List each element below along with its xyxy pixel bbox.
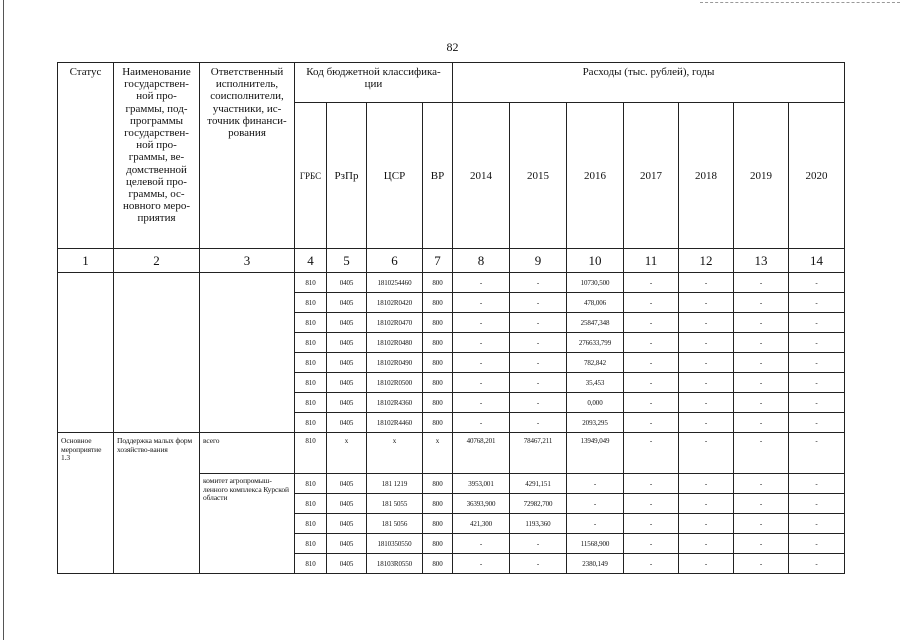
cell-2016: 2380,149 <box>567 554 624 574</box>
header-year: 2020 <box>789 103 845 249</box>
cell-2015: - <box>510 293 567 313</box>
cell-rzpr: 0405 <box>327 494 367 514</box>
cell-2015: - <box>510 333 567 353</box>
empty-status-cell <box>58 273 114 433</box>
cell-rzpr: 0405 <box>327 293 367 313</box>
cell-2019: - <box>734 554 789 574</box>
header-line: ной про- <box>136 139 177 152</box>
cell-grbs: 810 <box>295 373 327 393</box>
header-status: Статус <box>58 63 114 249</box>
cell-2014: 421,300 <box>453 514 510 534</box>
column-number: 9 <box>510 249 567 273</box>
cell-2020: - <box>789 534 845 554</box>
cell-2020: - <box>789 514 845 534</box>
column-number: 1 <box>58 249 114 273</box>
cell-grbs: 810 <box>295 514 327 534</box>
cell-2014: - <box>453 413 510 433</box>
cell-2017: - <box>624 293 679 313</box>
cell-2019: - <box>734 373 789 393</box>
cell-2018: - <box>679 353 734 373</box>
header-line: домственной <box>126 163 187 176</box>
header-expenses: Расходы (тыс. рублей), годы <box>453 63 845 103</box>
cell-2018: - <box>679 393 734 413</box>
cell-grbs: 810 <box>295 413 327 433</box>
cell-2015: 72982,700 <box>510 494 567 514</box>
measure-responsible-total: всего <box>200 433 295 474</box>
header-budget-code <box>295 63 453 103</box>
header-year: 2017 <box>624 103 679 249</box>
page-left-edge-rule <box>3 0 4 640</box>
column-number: 13 <box>734 249 789 273</box>
cell-2015: 4291,151 <box>510 474 567 494</box>
cell-2017: - <box>624 514 679 534</box>
cell-rzpr: 0405 <box>327 333 367 353</box>
cell-2016: 35,453 <box>567 373 624 393</box>
cell-2016: 0,000 <box>567 393 624 413</box>
cell-csr: 181 1219 <box>367 474 423 494</box>
cell-grbs: 810 <box>295 353 327 373</box>
header-program-name <box>114 63 200 249</box>
cell-grbs: 810 <box>295 474 327 494</box>
cell-2015: 78467,211 <box>510 433 567 474</box>
header-grbs: ГРБС <box>295 103 327 249</box>
cell-2016: - <box>567 494 624 514</box>
header-line: государствен- <box>124 127 189 140</box>
cell-csr: 181 5056 <box>367 514 423 534</box>
header-csr: ЦСР <box>367 103 423 249</box>
header-line: точник финанси- <box>207 114 287 127</box>
cell-csr: 18102R4360 <box>367 393 423 413</box>
page-number: 82 <box>446 40 459 54</box>
cell-csr: 18102R0420 <box>367 293 423 313</box>
cell-2018: - <box>679 313 734 333</box>
cell-2015: - <box>510 554 567 574</box>
cell-2017: - <box>624 373 679 393</box>
cell-2018: - <box>679 514 734 534</box>
cell-2016: 13949,049 <box>567 433 624 474</box>
cell-2018: - <box>679 333 734 353</box>
header-line: ной про- <box>136 90 177 103</box>
cell-2018: - <box>679 554 734 574</box>
cell-vr: 800 <box>423 293 453 313</box>
cell-2020: - <box>789 353 845 373</box>
cell-2014: - <box>453 393 510 413</box>
cell-csr: 18103R0550 <box>367 554 423 574</box>
cell-rzpr: x <box>327 433 367 474</box>
cell-2017: - <box>624 333 679 353</box>
column-number: 8 <box>453 249 510 273</box>
cell-vr: 800 <box>423 273 453 293</box>
cell-2018: - <box>679 494 734 514</box>
cell-csr: 18102R0490 <box>367 353 423 373</box>
cell-grbs: 810 <box>295 333 327 353</box>
header-line: новного меро- <box>123 200 190 213</box>
cell-csr: 18102R0500 <box>367 373 423 393</box>
column-number: 11 <box>624 249 679 273</box>
cell-2020: - <box>789 393 845 413</box>
header-line: соисполнители, <box>210 90 284 103</box>
cell-vr: 800 <box>423 413 453 433</box>
cell-2017: - <box>624 413 679 433</box>
column-number: 3 <box>200 249 295 273</box>
cell-2014: 3953,001 <box>453 474 510 494</box>
cell-2015: - <box>510 373 567 393</box>
table-row-total <box>58 433 845 474</box>
cell-csr: 18102R4460 <box>367 413 423 433</box>
cell-2014: - <box>453 534 510 554</box>
header-year: 2019 <box>734 103 789 249</box>
cell-csr: 18102R0470 <box>367 313 423 333</box>
header-line: рования <box>228 127 266 140</box>
cell-2014: - <box>453 353 510 373</box>
cell-rzpr: 0405 <box>327 373 367 393</box>
cell-grbs: 810 <box>295 494 327 514</box>
header-line: исполнитель, <box>215 78 279 91</box>
cell-2019: - <box>734 273 789 293</box>
cell-grbs: 810 <box>295 554 327 574</box>
cell-2020: - <box>789 554 845 574</box>
cell-2016: 478,006 <box>567 293 624 313</box>
cell-vr: 800 <box>423 393 453 413</box>
header-year: 2018 <box>679 103 734 249</box>
column-number: 10 <box>567 249 624 273</box>
column-number: 6 <box>367 249 423 273</box>
cell-rzpr: 0405 <box>327 313 367 333</box>
page-top-dashed-rule <box>700 2 900 3</box>
header-line: государствен- <box>124 78 189 91</box>
cell-grbs: 810 <box>295 393 327 413</box>
cell-rzpr: 0405 <box>327 273 367 293</box>
cell-2018: - <box>679 474 734 494</box>
cell-2014: - <box>453 313 510 333</box>
cell-2019: - <box>734 474 789 494</box>
cell-2017: - <box>624 313 679 333</box>
budget-table <box>57 62 845 574</box>
header-year: 2015 <box>510 103 567 249</box>
header-line: граммы, ве- <box>128 151 185 164</box>
header-row-top <box>58 63 845 103</box>
cell-2018: - <box>679 433 734 474</box>
cell-2018: - <box>679 273 734 293</box>
cell-grbs: 810 <box>295 293 327 313</box>
cell-2019: - <box>734 293 789 313</box>
cell-2014: - <box>453 373 510 393</box>
column-number: 14 <box>789 249 845 273</box>
cell-grbs: 810 <box>295 534 327 554</box>
header-line: приятия <box>137 212 176 225</box>
cell-2014: 36393,900 <box>453 494 510 514</box>
cell-2018: - <box>679 293 734 313</box>
cell-2017: - <box>624 534 679 554</box>
cell-2016: 11568,900 <box>567 534 624 554</box>
measure-status: Основное мероприятие 1.3 <box>58 433 114 574</box>
header-responsible <box>200 63 295 249</box>
header-line: Наименование <box>122 66 191 78</box>
cell-2014: - <box>453 554 510 574</box>
column-number: 2 <box>114 249 200 273</box>
cell-vr: x <box>423 433 453 474</box>
cell-csr: 181 5055 <box>367 494 423 514</box>
cell-2018: - <box>679 373 734 393</box>
cell-2016: 782,842 <box>567 353 624 373</box>
cell-vr: 800 <box>423 373 453 393</box>
header-line: ции <box>364 78 383 90</box>
cell-vr: 800 <box>423 534 453 554</box>
cell-2019: - <box>734 433 789 474</box>
cell-vr: 800 <box>423 494 453 514</box>
cell-2017: - <box>624 353 679 373</box>
cell-vr: 800 <box>423 514 453 534</box>
cell-csr: 1810254460 <box>367 273 423 293</box>
header-line: участники, ис- <box>212 102 282 115</box>
empty-responsible-cell <box>200 273 295 433</box>
column-number: 7 <box>423 249 453 273</box>
cell-2020: - <box>789 333 845 353</box>
cell-grbs: 810 <box>295 433 327 474</box>
cell-2020: - <box>789 413 845 433</box>
cell-2020: - <box>789 474 845 494</box>
cell-2020: - <box>789 293 845 313</box>
cell-vr: 800 <box>423 353 453 373</box>
table-row <box>58 273 845 293</box>
cell-rzpr: 0405 <box>327 554 367 574</box>
header-vr: ВР <box>423 103 453 249</box>
cell-2020: - <box>789 494 845 514</box>
cell-vr: 800 <box>423 554 453 574</box>
header-line: программы <box>129 114 184 127</box>
cell-2019: - <box>734 534 789 554</box>
cell-2019: - <box>734 514 789 534</box>
cell-2016: - <box>567 474 624 494</box>
column-number: 4 <box>295 249 327 273</box>
header-rzpr: РзПр <box>327 103 367 249</box>
measure-name: Поддержка малых форм хозяйство-вания <box>114 433 200 574</box>
cell-2019: - <box>734 333 789 353</box>
cell-2019: - <box>734 494 789 514</box>
cell-2020: - <box>789 433 845 474</box>
cell-rzpr: 0405 <box>327 413 367 433</box>
measure-responsible-committee: комитет агропромыш-ленного комплекса Курской области <box>200 474 295 574</box>
cell-2016: 25847,348 <box>567 313 624 333</box>
column-number: 5 <box>327 249 367 273</box>
cell-2017: - <box>624 393 679 413</box>
cell-2017: - <box>624 433 679 474</box>
cell-2015: - <box>510 273 567 293</box>
cell-vr: 800 <box>423 313 453 333</box>
cell-2015: - <box>510 413 567 433</box>
cell-csr: x <box>367 433 423 474</box>
cell-2020: - <box>789 313 845 333</box>
cell-grbs: 810 <box>295 313 327 333</box>
cell-rzpr: 0405 <box>327 534 367 554</box>
header-line: граммы, ос- <box>128 188 185 201</box>
header-line: целевой про- <box>126 175 187 188</box>
cell-grbs: 810 <box>295 273 327 293</box>
cell-csr: 18102R0480 <box>367 333 423 353</box>
cell-2017: - <box>624 554 679 574</box>
cell-2018: - <box>679 534 734 554</box>
column-number: 12 <box>679 249 734 273</box>
cell-vr: 800 <box>423 474 453 494</box>
cell-2019: - <box>734 413 789 433</box>
cell-2016: 276633,799 <box>567 333 624 353</box>
header-year: 2016 <box>567 103 624 249</box>
cell-2019: - <box>734 313 789 333</box>
cell-2016: - <box>567 514 624 534</box>
cell-2017: - <box>624 494 679 514</box>
empty-name-cell <box>114 273 200 433</box>
cell-2014: 40768,201 <box>453 433 510 474</box>
header-line: граммы, под- <box>125 102 188 115</box>
cell-2015: 1193,360 <box>510 514 567 534</box>
cell-rzpr: 0405 <box>327 353 367 373</box>
cell-2017: - <box>624 273 679 293</box>
cell-2014: - <box>453 293 510 313</box>
header-line: Ответственный <box>210 66 284 78</box>
cell-2017: - <box>624 474 679 494</box>
cell-2016: 10730,500 <box>567 273 624 293</box>
cell-2015: - <box>510 313 567 333</box>
cell-2019: - <box>734 353 789 373</box>
cell-2016: 2093,295 <box>567 413 624 433</box>
cell-2014: - <box>453 333 510 353</box>
header-year: 2014 <box>453 103 510 249</box>
cell-vr: 800 <box>423 333 453 353</box>
cell-2014: - <box>453 273 510 293</box>
header-line: Код бюджетной классифика- <box>306 66 441 78</box>
cell-rzpr: 0405 <box>327 474 367 494</box>
cell-2015: - <box>510 534 567 554</box>
cell-2020: - <box>789 273 845 293</box>
cell-2019: - <box>734 393 789 413</box>
cell-2015: - <box>510 393 567 413</box>
cell-2018: - <box>679 413 734 433</box>
cell-rzpr: 0405 <box>327 393 367 413</box>
cell-csr: 1810350550 <box>367 534 423 554</box>
column-number-row <box>58 249 845 273</box>
cell-rzpr: 0405 <box>327 514 367 534</box>
cell-2020: - <box>789 373 845 393</box>
cell-2015: - <box>510 353 567 373</box>
